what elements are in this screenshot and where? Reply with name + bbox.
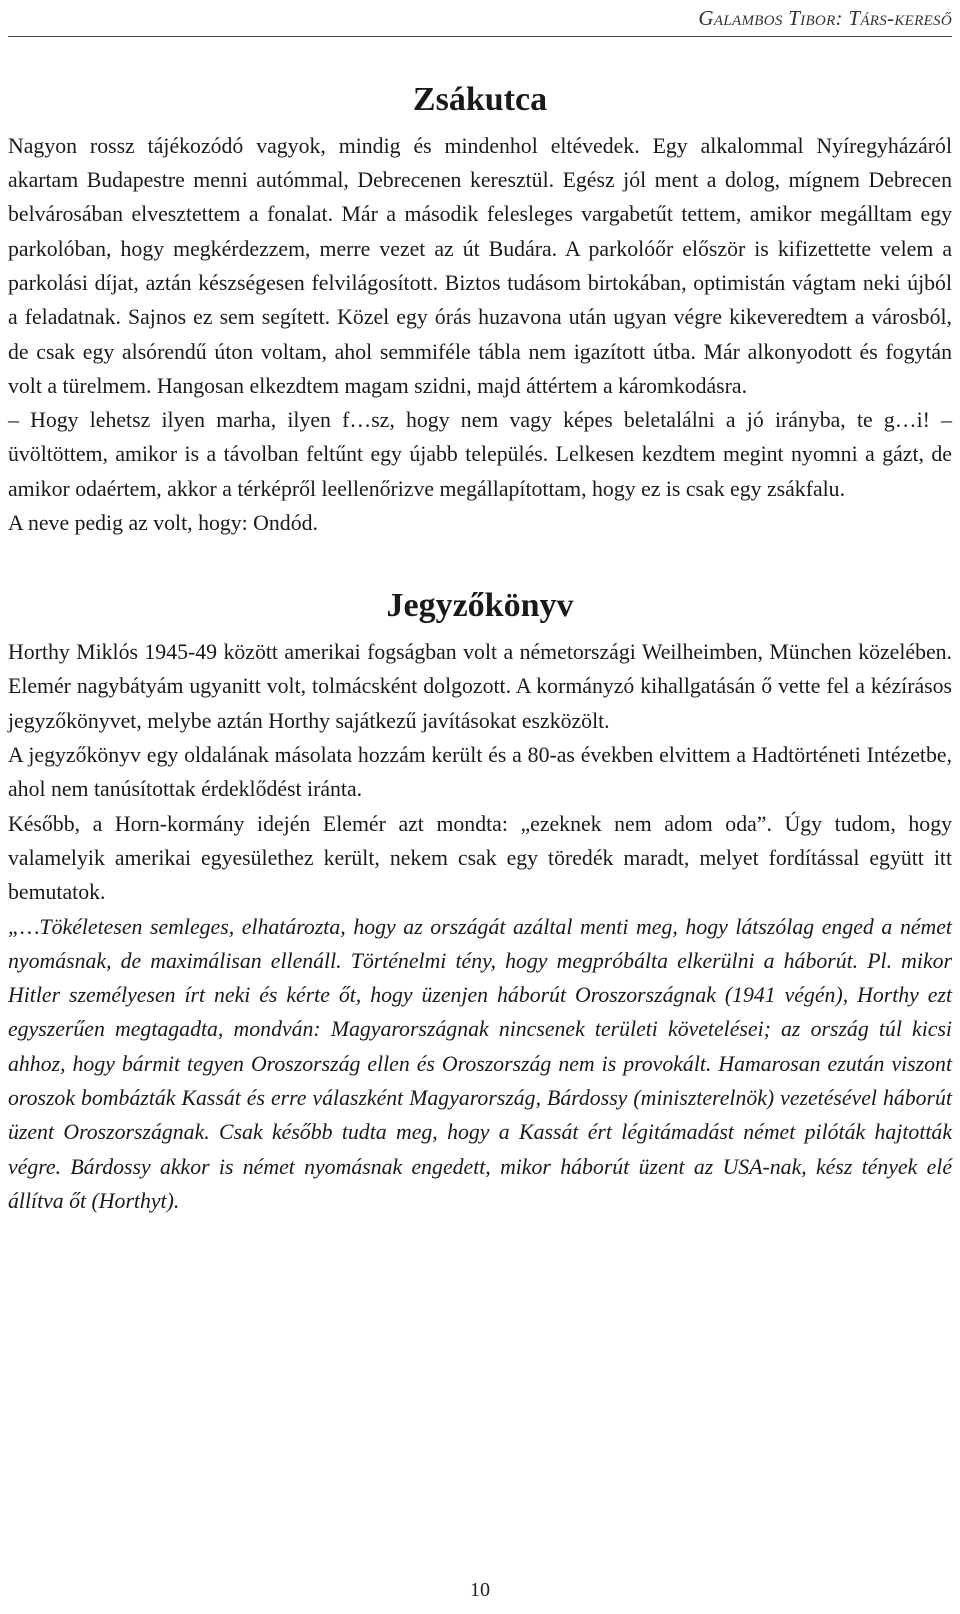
paragraph: Később, a Horn-kormány idején Elemér azt mondta: „ezeknek nem adom oda”. Úgy tudom, hogy valamelyik amerikai egyesülethez került, nekem csak egy töredék maradt, melyet fordítással együtt itt bemutatok. — [8, 811, 952, 905]
section-title-zsakutca: Zsákutca — [412, 81, 548, 118]
page-content — [8, 66, 952, 1218]
running-header: Galambos Tibor: Társ-kereső — [698, 6, 952, 30]
section-title-jegyzokonyv: Jegyzőkönyv — [386, 587, 574, 625]
paragraph: – Hogy lehetsz ilyen marha, ilyen f…sz, hogy nem vagy képes beletalálni a jó irányba, te g…i! – üvöltöttem, amikor is a távolban feltűnt egy újabb település. Lelkesen kezdtem megint nyomni a gázt, de amikor odaértem, akkor a térképről leellenőrizve megállapítottam, hogy ez is csak egy zsákfalu. — [8, 408, 952, 501]
paragraph: Horthy Miklós 1945-49 között amerikai fogságban volt a németországi Weilheimben, München közelében. Elemér nagybátyám ugyanitt volt, tolmácsként dolgozott. A kormányzó kihallgatásán ő vette fel a kézírásos jegyzőkönyvet, melybe aztán Horthy sajátkezű javításokat eszközölt. — [8, 640, 952, 733]
header-rule — [8, 36, 952, 37]
paragraph: Nagyon rossz tájékozódó vagyok, mindig és mindenhol eltévedek. Egy alkalommal Nyíregyházáról akartam Budapestre menni autómmal, Debrecenen keresztül. Egész jól ment a dolog, mígnem Debrecen belvárosában elvesztettem a fonalat. Már a második felesleges vargabetűt tettem, amikor megálltam egy parkolóban, hogy megkérdezzem, merre vezet az út Budára. A parkolóőr először is kifizettette velem a parkolási díjat, aztán készségesen felvilágosított. Biztos tudásom birtokában, optimistán vágtam neki újból a feladatnak. Sajnos ez sem segített. Közel egy órás huzavona után ugyan végre kikeveredtem a városból, de csak egy alsórendű úton voltam, ahol semmiféle tábla nem igazított útba. Már alkonyodott és fogytán volt a türelmem. Hangosan elkezdtem magam szidni, majd áttértem a káromkodásra. — [8, 133, 952, 398]
paragraph: A neve pedig az volt, hogy: Ondód. — [8, 511, 318, 536]
page-number: 10 — [470, 1579, 490, 1601]
paragraph: A jegyzőkönyv egy oldalának másolata hozzám került és a 80-as években elvittem a Hadtörténeti Intézetbe, ahol nem tanúsítottak érdeklődést iránta. — [8, 743, 952, 802]
quoted-transcript: „…Tökéletesen semleges, elhatározta, hogy az országát azáltal menti meg, hogy látszólag enged a német nyomásnak, de maximálisan ellenáll. Történelmi tény, hogy megpróbálta elkerülni a háborút. Pl. mikor Hitler személyesen írt neki és kérte őt, hogy üzenjen háborút Oroszországnak (1941 végén), Horthy ezt egyszerűen megtagadta, mondván: Magyarországnak nincsenek területi követelései; az ország túl kicsi ahhoz, hogy bármit tegyen Oroszország ellen és Oroszország nem is provokált. Hamarosan ezután viszont oroszok bombázták Kassát és erre válaszként Magyarország, Bárdossy (miniszterelnök) vezetésével háborút üzent Oroszországnak. Csak később tudta meg, hogy a Kassát ért légitámadást német pilóták hajtották végre. Bárdossy akkor is német nyomásnak engedett, mikor háborút üzent az USA-nak, kész tények elé állítva őt (Horthyt). — [8, 914, 952, 1213]
